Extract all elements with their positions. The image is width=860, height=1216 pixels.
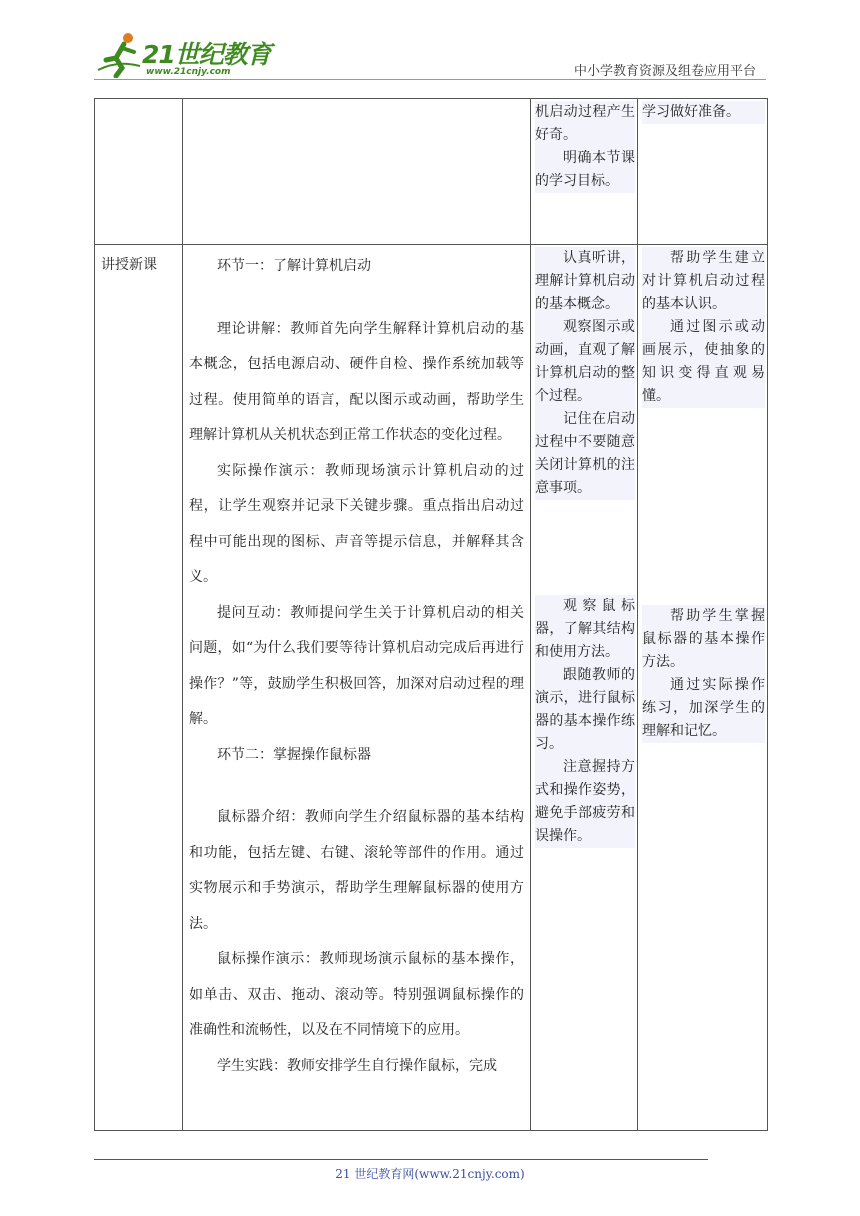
stage-cell [95,245,183,1131]
footer-text: 21 世纪教育网(www.21cnjy.com) [335,1167,525,1181]
student-activity-text: 跟随教师的演示，进行鼠标器的基本操作练习。 [535,664,635,756]
student-activity-text: 注意握持方式和操作姿势，避免手部疲劳和误操作。 [535,756,635,848]
design-intent-text: 帮助学生掌握鼠标器的基本操作方法。 [642,605,765,674]
student-activity-cell [531,99,638,245]
running-figure-icon [94,30,144,78]
section-heading: 环节一：了解计算机启动 [217,258,371,274]
header-divider [94,79,766,80]
student-activity-text: 机启动过程产生好奇。 [535,101,635,147]
stage-cell [95,99,183,245]
logo-text: 21世纪教育 [142,40,271,69]
design-intent-text: 通过图示或动画展示，使抽象的知识变得直观易懂。 [642,316,765,408]
design-intent-text: 通过实际操作练习，加深学生的理解和记忆。 [642,674,765,743]
header-platform-text: 中小学教育资源及组卷应用平台 [573,64,756,79]
design-intent-text: 帮助学生建立对计算机启动过程的基本认识。 [642,247,765,316]
student-activity-text: 观察鼠标器，了解其结构和使用方法。 [535,595,635,664]
teacher-activity-cell [183,245,531,1131]
paragraph: 理论讲解：教师首先向学生解释计算机启动的基本概念，包括电源启动、硬件自检、操作系统加载等过程。使用简单的语言，配以图示或动画，帮助学生理解计算机从关机状态到正常工作状态的变化过程。 [189,320,524,443]
student-activity-text: 观察图示或动画，直观了解计算机启动的整个过程。 [535,316,635,408]
student-activity-text: 认真听讲，理解计算机启动的基本概念。 [535,247,635,316]
site-logo [94,30,271,80]
design-intent-text: 学习做好准备。 [642,101,765,124]
teacher-activity-cell [183,99,531,245]
paragraph: 鼠标器介绍：教师向学生介绍鼠标器的基本结构和功能，包括左键、右键、滚轮等部件的作用。通过实物展示和手势演示，帮助学生理解鼠标器的使用方法。 [189,809,524,932]
logo-url: www.21cnjy.com [146,67,231,77]
student-activity-text: 记住在启动过程中不要随意关闭计算机的注意事项。 [535,408,635,500]
paragraph: 学生实践：教师安排学生自行操作鼠标，完成 [217,1057,497,1074]
table-row [95,99,768,245]
table-row [95,245,768,1131]
design-intent-cell [638,245,768,1131]
section-heading: 环节二：掌握操作鼠标器 [217,746,371,763]
student-activity-text: 明确本节课的学习目标。 [535,147,635,193]
paragraph: 实际操作演示：教师现场演示计算机启动的过程，让学生观察并记录下关键步骤。重点指出启动过程中可能出现的图标、声音等提示信息，并解释其含义。 [189,462,524,585]
paragraph: 提问互动：教师提问学生关于计算机启动的相关问题，如“为什么我们要等待计算机启动完成后再进行操作？”等，鼓励学生积极回答，加深对启动过程的理解。 [189,604,524,727]
paragraph: 鼠标操作演示：教师现场演示鼠标的基本操作，如单击、双击、拖动、滚动等。特别强调鼠标操作的准确性和流畅性，以及在不同情境下的应用。 [189,951,524,1038]
page-header [0,0,860,90]
stage-label: 讲授新课 [101,257,157,273]
design-intent-cell [638,99,768,245]
footer-divider [94,1159,708,1160]
student-activity-cell [531,245,638,1131]
lesson-table [94,98,768,1131]
